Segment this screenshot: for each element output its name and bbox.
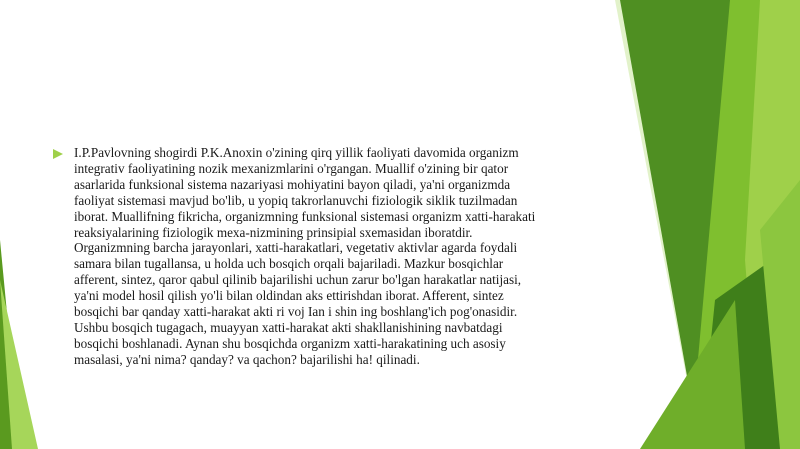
text-block [52, 145, 612, 368]
triangle-bullet-icon [52, 148, 64, 160]
body-paragraph: I.P.Pavlovning shogirdi P.K.Anoxin o'zining qirq yillik faoliyati davomida organizm integrativ faoliyatining nozik mexanizmlarini o'rgangan. Muallif o'zining bir qator asarlarida funksional sistema nazariyasi mohiyatini bayon qiladi, ya'ni organizmda faoliyat sistemasi mavjud bo'lib, u yopiq takrorlanuvchi fiziologik siklik tuzilmadan iborat. Muallifning fikricha, organizmning funksional sistemasi organizm xatti-harakati reaksiyalarining fiziologik mexa-nizmining prinsipial sxemasidan iboratdir. Organizmning barcha jarayonlari, xatti-harakatlari, vegetativ aktivlar agarda foydali samara bilan tugallansa, u holda uch bosqich orqali bajariladi. Mazkur bosqichlar afferent, sintez, qaror qabul qilinib bajarilishi uchun zarur bo'lgan harakatlar natijasi, ya'ni model hosil qilish yo'li bilan oldindan aks ettirishdan iborat. Afferent, sintez bosqichi bar qanday xatti-harakat akti ri voj Ian i shin ing boshlang'ich pog'onasidir. Ushbu bosqich tugagach, muayyan xatti-harakat akti shakllanishining navbatdagi bosqichi boshlanadi. Aynan shu bosqichda organizm xatti-harakatining uch asosiy masalasi, ya'ni nima? qanday? va qachon? bajarilishi ha! qilinadi. [74, 145, 536, 367]
